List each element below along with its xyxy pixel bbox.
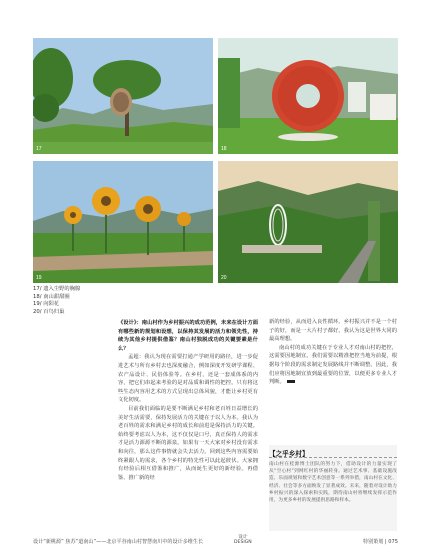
article-paragraph: 南山村的成功关键在于专业人才对南山村的把控，这需要因地制宜。我们需要以精准把控当地为前提，根据每个阶段的需求制定发展路线并不断调整。因此，我们应将因地制宜放到最重要的位置，以便更多专业人才判断。 xyxy=(269,344,397,386)
footer-logo-cn: 设计 xyxy=(238,535,248,540)
end-mark xyxy=(287,380,295,383)
photo-number: 19 xyxy=(36,275,42,281)
sidebar-text: 南山村在桂源博士团队的努力下，借助设计的力量实现了从“空心村”到网红村的华丽转身。通过艺术事、基础设施改造、乐面规划和数字艺术创意等一系列举措，南山村在文化、经济、社会等多方面焕发了显著成效。未来，随着对设计助力乡村振兴的深入探索和实践，期待南山村将继续发挥示范作用，为更多乡村的发展提供思路和样本。 xyxy=(269,462,397,504)
interview-answer: 孟超：我认为现在需要打通产学研用的路径，进一步促进艺术与所有乡村去也深度融合，例如深度开发研学课程、农产品设计、民俗体验等。在乡村，还是一套成体系的内容，把它们串起来考验的是对品质和调性的把控。只有将这些生态内容用艺术的方式呈现出总体风貌，才能让乡村更有文化韧度。 xyxy=(118,354,258,404)
caption: 19/ 向阳花 xyxy=(33,301,60,308)
photo-birds-return-installation xyxy=(218,161,398,283)
footer-running-title: 设计“新桃源” 焦苏“道南山”——北京平谷南山村智慧南川中的设计多维生长 xyxy=(33,539,204,545)
photo-bird-nest-tree xyxy=(33,38,213,154)
interview-question: 《设计》：南山村作为乡村振兴的成功范例，未来在设计方面有哪些新的规划和设想，以保持其发展的活力和领先性，持续为其他乡村提供借鉴？南山村独脱成功的关键要素是什么？ xyxy=(118,320,258,352)
photo-number: 18 xyxy=(221,146,227,152)
photo-number: 17 xyxy=(36,146,42,152)
caption: 18/ 南山甜甜圈 xyxy=(33,293,70,300)
article-column-2 xyxy=(269,318,397,387)
photo-number: 20 xyxy=(221,275,227,281)
photo-donut-sculpture xyxy=(218,38,398,154)
footer-logo xyxy=(234,535,252,545)
article-paragraph: 目前我们面临的是要不断满足乡村和老百姓日益增长的美好生活需要，保持发展活力的关键在于以人为本。我认为老百姓的需求和满足乡村的成长和前进是保持活力的关键。始终要考虑以人为本，这不仅仅是口号，真正保持人的需求才是活力源源不断的源泉。如果有一天大家对乡村没有需求和向往，那么这件事情就会失去活力。回到这些内容需要始终紧跟人的需求，各个乡村的特先性可以此起彼伏。大家拥有经验后相互借鉴和推广，从而诞生更好的新经验。再借鉴、推广新的经 xyxy=(118,405,258,481)
footer-logo-en: DESIGN xyxy=(234,540,252,545)
sidebar-title: 【之乎乡村】 xyxy=(269,450,309,458)
caption: 17/ 遗入尘野的胸腺 xyxy=(33,286,81,292)
article-paragraph: 新的经验，从而进入良性循环。乡村振兴并不是一个村子的好，而是一大片村子都好。我认为这是世界大同的最高理想。 xyxy=(269,319,397,343)
sidebar-box xyxy=(269,445,397,531)
article-column-1 xyxy=(118,319,258,482)
photo-sunflower-sculptures xyxy=(33,161,213,283)
photo-captions xyxy=(33,286,80,316)
page-footer xyxy=(33,535,398,548)
caption: 20/ 百鸟归巢 xyxy=(33,308,65,315)
page-number: 特别策划 | 075 xyxy=(362,539,398,545)
sidebar-divider xyxy=(269,457,397,458)
